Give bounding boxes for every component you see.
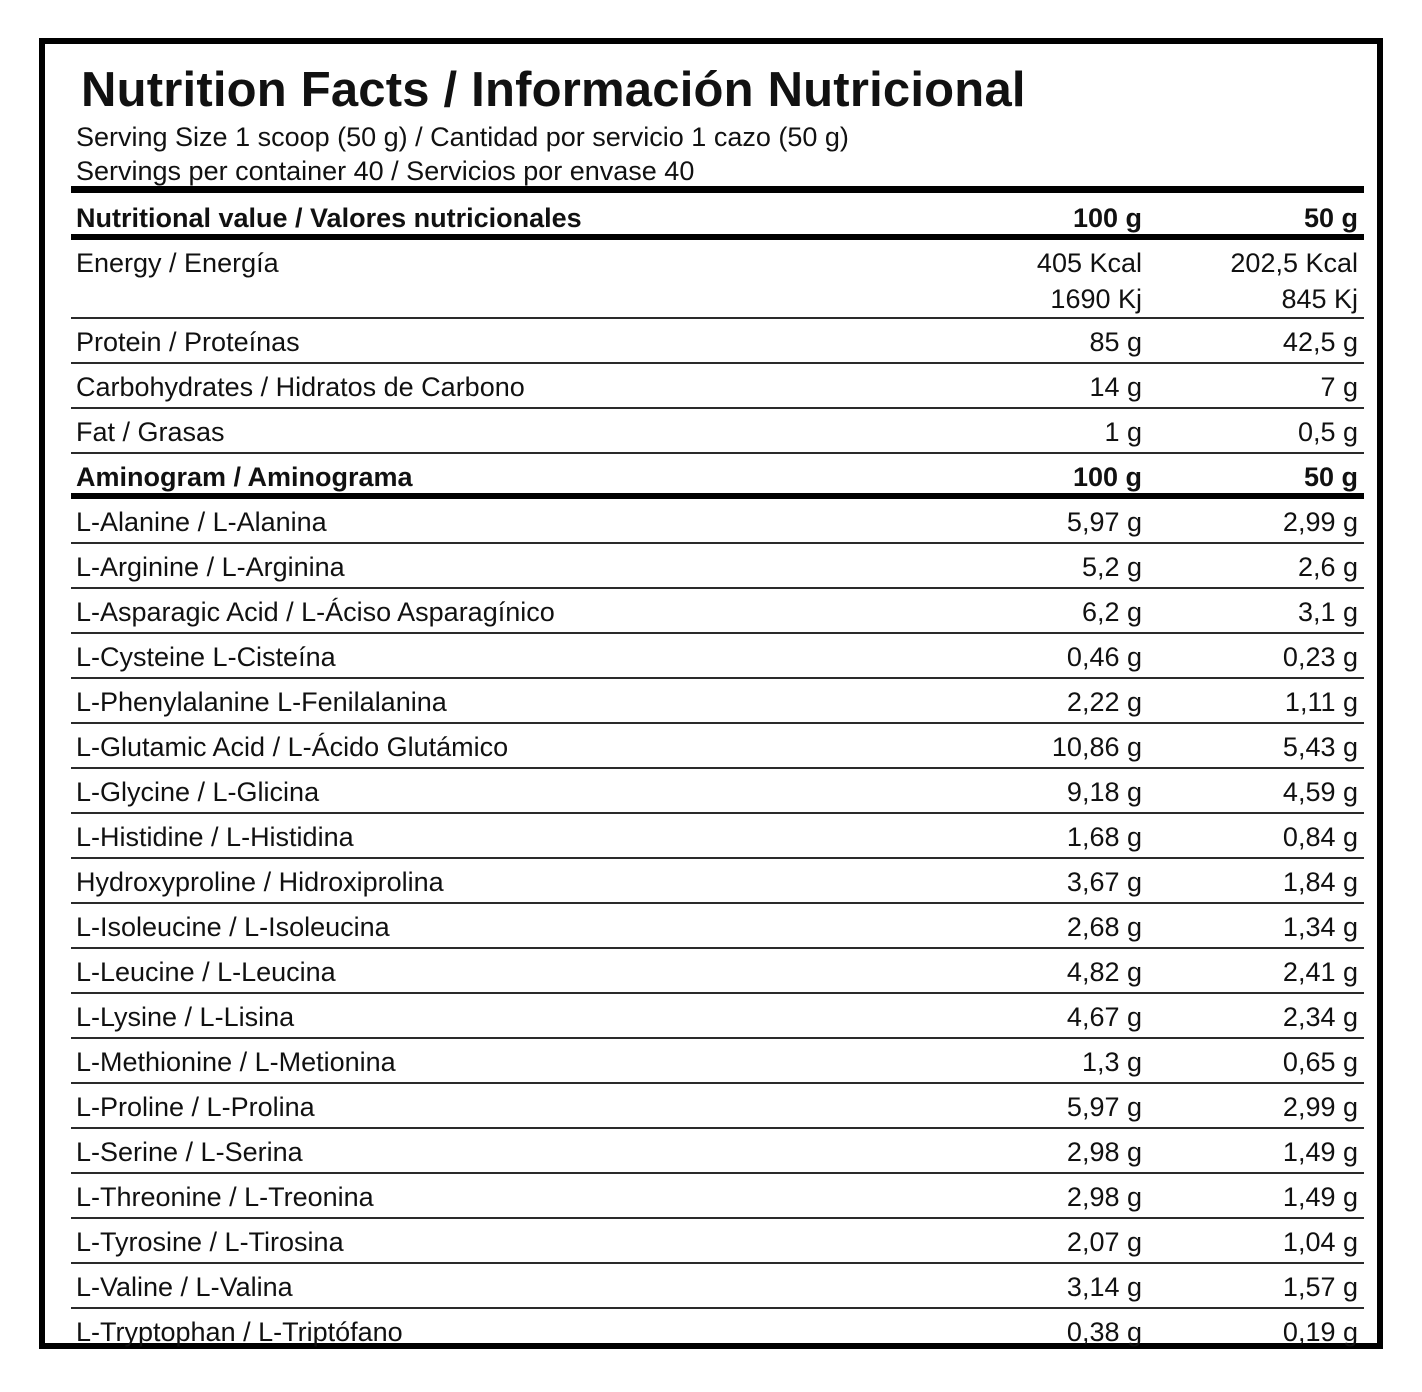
amino-acid-value-50g: 1,49 g (1282, 1182, 1358, 1212)
nutrient-label: Protein / Proteínas (76, 327, 300, 357)
amino-acid-row (71, 1039, 1364, 1084)
amino-acid-value-50g: 2,99 g (1282, 1092, 1358, 1122)
amino-acid-label: L-Alanine / L-Alanina (76, 507, 327, 537)
amino-acid-row (71, 994, 1364, 1039)
amino-acid-value-50g: 1,84 g (1282, 867, 1358, 897)
amino-acid-row (71, 904, 1364, 949)
aminogram-100g-header: 100 g (1072, 462, 1142, 492)
amino-acid-value-50g: 5,43 g (1282, 732, 1358, 762)
amino-acid-label: L-Leucine / L-Leucina (76, 957, 336, 987)
serving-size: Serving Size 1 scoop (50 g) / Cantidad por servicio 1 cazo (50 g) (76, 122, 849, 152)
label-title: Nutrition Facts / Información Nutricional (81, 63, 1026, 117)
amino-acid-value-50g: 1,49 g (1282, 1137, 1358, 1167)
nutrient-row (71, 319, 1364, 364)
amino-acid-value-100g: 9,18 g (1066, 777, 1142, 807)
amino-acid-value-50g: 2,6 g (1297, 552, 1358, 582)
aminogram-50g-header: 50 g (1303, 462, 1358, 492)
amino-acid-label: L-Proline / L-Prolina (76, 1092, 315, 1122)
amino-acid-value-50g: 0,19 g (1282, 1317, 1358, 1347)
amino-acid-row (71, 1084, 1364, 1129)
servings-per-container: Servings per container 40 / Servicios por envase 40 (76, 156, 695, 186)
amino-acid-value-100g: 3,67 g (1066, 867, 1142, 897)
amino-acid-value-50g: 0,65 g (1282, 1047, 1358, 1077)
amino-acid-row (71, 499, 1364, 544)
amino-acid-value-50g: 2,41 g (1282, 957, 1358, 987)
amino-acid-value-100g: 10,86 g (1051, 732, 1142, 762)
nutrition-heading-label: Nutritional value / Valores nutricionales (76, 203, 582, 233)
amino-acid-value-100g: 2,98 g (1066, 1182, 1142, 1212)
amino-acid-value-100g: 6,2 g (1081, 597, 1142, 627)
nutrient-value-100g: 1 g (1104, 417, 1142, 447)
amino-acid-row (71, 589, 1364, 634)
amino-acid-value-100g: 5,97 g (1066, 1092, 1142, 1122)
amino-acid-value-100g: 5,2 g (1081, 552, 1142, 582)
amino-acid-label: L-Methionine / L-Metionina (76, 1047, 396, 1077)
amino-acid-value-50g: 1,11 g (1284, 687, 1358, 717)
amino-acid-label: L-Threonine / L-Treonina (76, 1182, 374, 1212)
amino-acid-value-100g: 0,46 g (1066, 642, 1142, 672)
amino-acid-value-100g: 0,38 g (1066, 1317, 1142, 1347)
amino-acid-label: L-Glutamic Acid / L-Ácido Glutámico (76, 732, 509, 762)
amino-acid-label: L-Lysine / L-Lisina (76, 1002, 295, 1032)
amino-acid-label: L-Serine / L-Serina (76, 1137, 303, 1167)
column-50g-header: 50 g (1303, 203, 1358, 233)
amino-acid-label: L-Cysteine L-Cisteína (76, 642, 336, 672)
amino-acid-value-50g: 1,04 g (1282, 1227, 1358, 1257)
aminogram-heading-row (71, 454, 1364, 499)
header-divider (71, 186, 1364, 193)
amino-acid-value-100g: 4,82 g (1066, 957, 1142, 987)
amino-acid-label: L-Isoleucine / L-Isoleucina (76, 912, 390, 942)
energy-100g (1037, 250, 1142, 313)
amino-acid-label: L-Histidine / L-Histidina (76, 822, 354, 852)
amino-acid-value-100g: 2,22 g (1066, 687, 1142, 717)
amino-acid-value-50g: 1,57 g (1282, 1272, 1358, 1302)
amino-acid-value-100g: 5,97 g (1066, 507, 1142, 537)
nutrient-value-100g: 85 g (1089, 327, 1142, 357)
energy-kcal-100g: 405 Kcal (1036, 248, 1142, 278)
amino-acid-value-50g: 4,59 g (1282, 777, 1358, 807)
amino-acid-value-50g: 2,99 g (1282, 507, 1358, 537)
amino-acid-row (71, 724, 1364, 769)
amino-acid-row (71, 949, 1364, 994)
amino-acid-value-50g: 0,84 g (1282, 822, 1358, 852)
amino-acid-label: L-Tryptophan / L-Triptófano (76, 1317, 403, 1347)
nutrient-label: Fat / Grasas (76, 417, 225, 447)
energy-50g (1230, 250, 1358, 313)
amino-acid-row (71, 1219, 1364, 1264)
energy-kj-50g: 845 Kj (1281, 284, 1358, 314)
amino-acid-value-100g: 1,68 g (1066, 822, 1142, 852)
energy-kcal-50g: 202,5 Kcal (1230, 248, 1358, 278)
amino-acid-value-50g: 3,1 g (1297, 597, 1358, 627)
amino-acid-label: Hydroxyproline / Hidroxiprolina (76, 867, 444, 897)
aminogram-heading-label: Aminogram / Aminograma (76, 462, 413, 492)
amino-acid-value-100g: 2,68 g (1066, 912, 1142, 942)
energy-label: Energy / Energía (76, 248, 279, 278)
amino-acid-label: L-Arginine / L-Arginina (76, 552, 345, 582)
amino-acid-row (71, 1309, 1364, 1354)
amino-acid-value-50g: 2,34 g (1282, 1002, 1358, 1032)
nutrient-row (71, 364, 1364, 409)
amino-acid-value-100g: 3,14 g (1066, 1272, 1142, 1302)
amino-acid-row (71, 1264, 1364, 1309)
amino-acid-value-100g: 2,07 g (1066, 1227, 1142, 1257)
amino-acid-row (71, 1174, 1364, 1219)
amino-acid-value-50g: 1,34 g (1282, 912, 1358, 942)
nutrient-label: Carbohydrates / Hidratos de Carbono (76, 372, 525, 402)
nutrient-value-50g: 7 g (1320, 372, 1358, 402)
nutrient-value-100g: 14 g (1089, 372, 1142, 402)
amino-acid-label: L-Valine / L-Valina (76, 1272, 293, 1302)
amino-acid-value-50g: 0,23 g (1282, 642, 1358, 672)
amino-acid-row (71, 1129, 1364, 1174)
column-100g-header: 100 g (1072, 203, 1142, 233)
amino-acid-label: L-Tyrosine / L-Tirosina (76, 1227, 344, 1257)
nutrition-label (39, 38, 1383, 1349)
amino-acid-label: L-Phenylalanine L-Fenilalanina (76, 687, 447, 717)
nutrient-row (71, 409, 1364, 454)
nutrition-heading-row (71, 195, 1364, 240)
amino-acid-row (71, 769, 1364, 814)
nutrient-value-50g: 42,5 g (1282, 327, 1358, 357)
amino-acid-label: L-Asparagic Acid / L-Áciso Asparagínico (76, 597, 555, 627)
amino-acid-value-100g: 1,3 g (1081, 1047, 1142, 1077)
amino-acid-value-100g: 4,67 g (1066, 1002, 1142, 1032)
amino-acid-label: L-Glycine / L-Glicina (76, 777, 320, 807)
nutrition-table (71, 195, 1364, 1354)
amino-acid-row (71, 634, 1364, 679)
energy-kj-100g: 1690 Kj (1050, 284, 1142, 314)
energy-row (71, 240, 1364, 319)
amino-acid-row (71, 814, 1364, 859)
amino-acid-row (71, 679, 1364, 724)
amino-acid-value-100g: 2,98 g (1066, 1137, 1142, 1167)
nutrient-value-50g: 0,5 g (1297, 417, 1358, 447)
amino-acid-row (71, 544, 1364, 589)
amino-rows (71, 499, 1364, 1354)
nutrient-rows (71, 319, 1364, 454)
amino-acid-row (71, 859, 1364, 904)
